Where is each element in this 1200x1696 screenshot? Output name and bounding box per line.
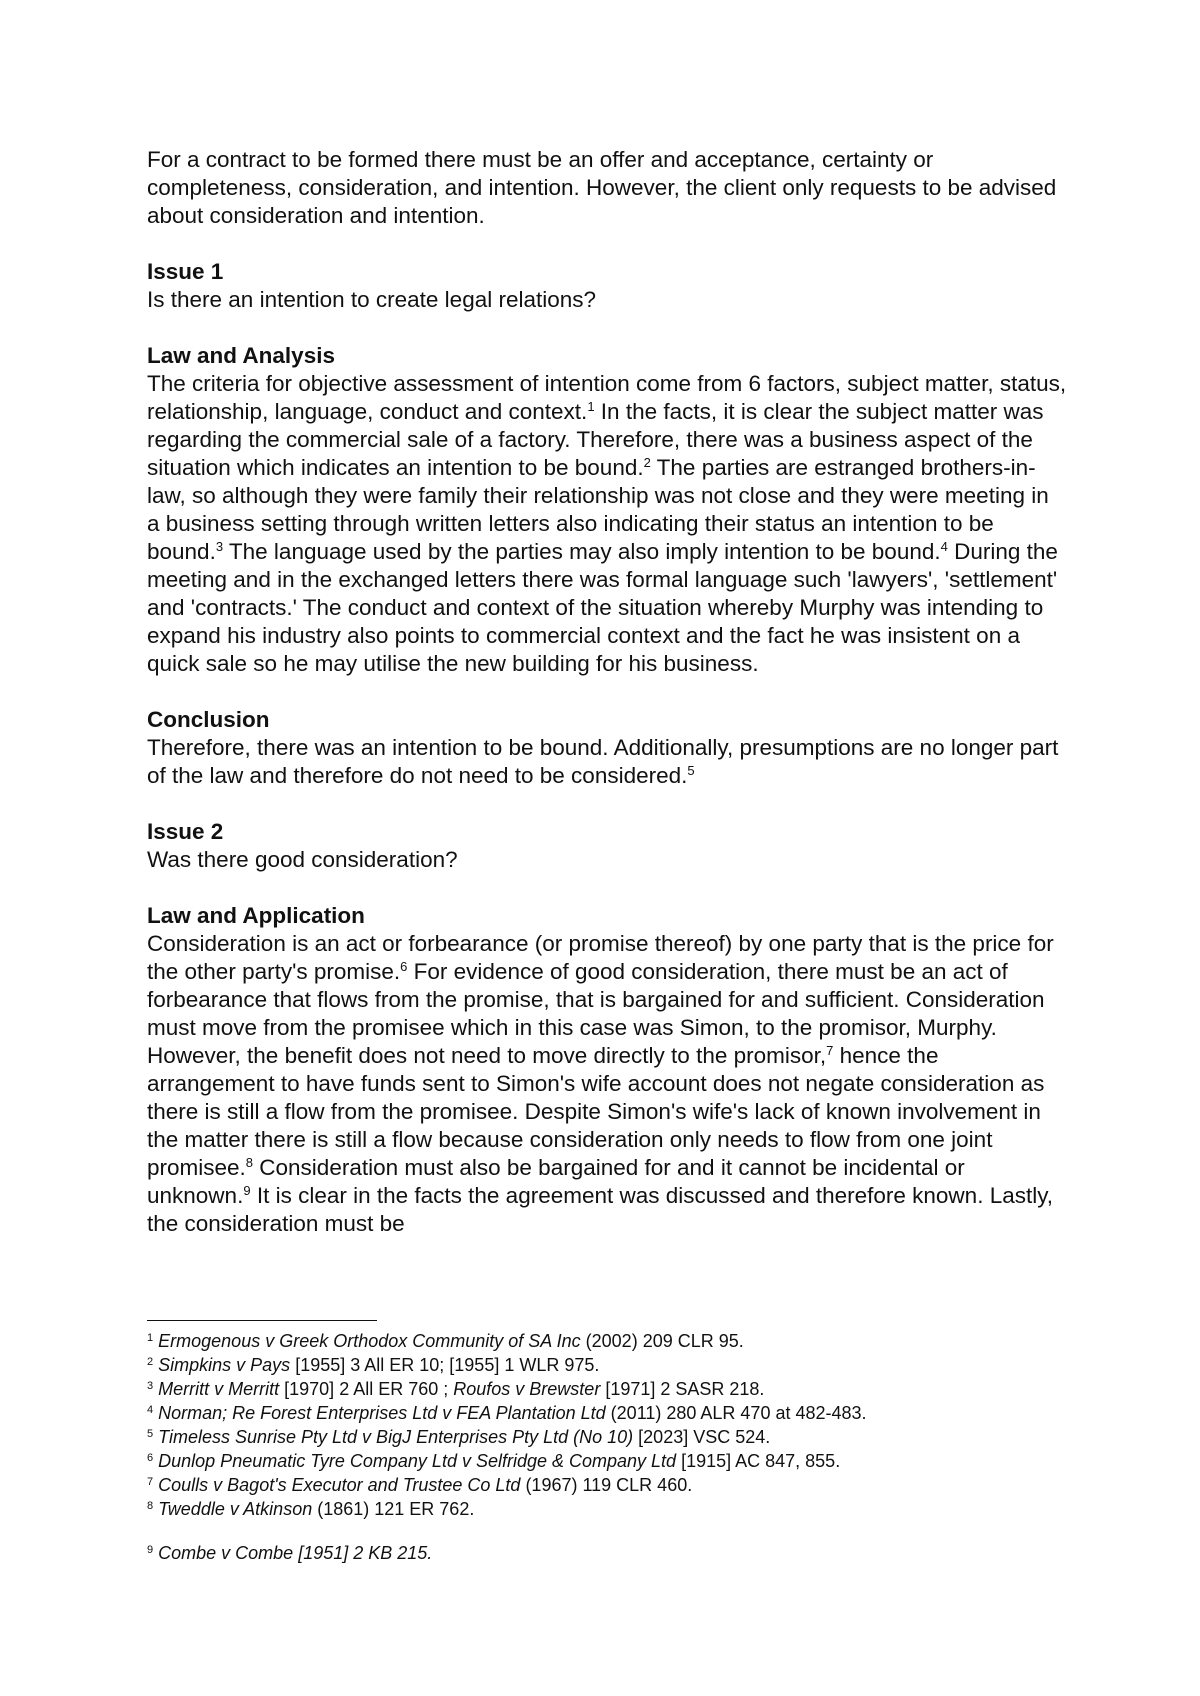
conclusion-paragraph xyxy=(147,734,1067,790)
issue-2-question: Was there good consideration? xyxy=(147,847,458,872)
footnote-ref-2[interactable]: 2 xyxy=(643,455,651,470)
case-name: Tweddle v Atkinson xyxy=(158,1499,313,1519)
footnote-number: 6 xyxy=(147,1452,154,1464)
analysis-sentence-1: The criteria for objective assessment of intention come from 6 factors, subject matter, status, relationship, language, conduct and context. xyxy=(147,371,1067,424)
law-and-application-heading: Law and Application xyxy=(147,903,365,928)
application-sentence-3: hence the arrangement to have funds sent to Simon's wife account does not negate consideration as there is still a flow from the promisee. Despite Simon's wife's lack of known involvement in the matter there is still a flow because consideration only needs to flow from one joint promisee. xyxy=(147,1043,1045,1180)
footnote xyxy=(147,1377,1107,1401)
intro-paragraph: For a contract to be formed there must be an offer and acceptance, certainty or completeness, consideration, and intention. However, the client only requests to be advised about consideration and intention. xyxy=(147,147,1057,228)
application-sentence-2: For evidence of good consideration, there must be an act of forbearance that flows from the promise, that is bargained for and sufficient. Consideration must move from the promisee which in this case was Simon, to the promisor, Murphy. However, the benefit does not need to move directly to the promisor, xyxy=(147,959,1045,1068)
issue-2-heading: Issue 2 xyxy=(147,819,224,844)
citation: (1967) 119 CLR 460. xyxy=(520,1475,693,1495)
citation: (1861) 121 ER 762. xyxy=(312,1499,475,1519)
footnote xyxy=(147,1541,1107,1565)
footnote-ref-1[interactable]: 1 xyxy=(587,399,595,414)
footnote-number: 3 xyxy=(147,1380,154,1392)
case-name: Simpkins v Pays xyxy=(158,1355,291,1375)
issue-1-heading: Issue 1 xyxy=(147,259,224,284)
footnote-number: 8 xyxy=(147,1500,154,1512)
citation: [2023] VSC 524. xyxy=(633,1427,771,1447)
analysis-sentence-4: The language used by the parties may also imply intention to be bound. xyxy=(223,539,941,564)
citation: (2002) 209 CLR 95. xyxy=(580,1331,744,1351)
footnote-separator xyxy=(147,1320,377,1321)
footnote-ref-6[interactable]: 6 xyxy=(400,959,408,974)
law-and-analysis-paragraph xyxy=(147,370,1067,678)
footnote-number: 9 xyxy=(147,1544,154,1556)
footnote-number: 4 xyxy=(147,1404,154,1416)
citation: [1970] 2 All ER 760 ; xyxy=(279,1379,454,1399)
case-name: Merritt v Merritt xyxy=(158,1379,280,1399)
analysis-sentence-3: The parties are estranged brothers-in-law, so although they were family their relationship was not close and they were meeting in a business setting through written letters also indicating their status an intention to be bound. xyxy=(147,455,1049,564)
footnote-number: 5 xyxy=(147,1428,154,1440)
application-sentence-5: It is clear in the facts the agreement was discussed and therefore known. Lastly, the consideration must be xyxy=(147,1183,1054,1236)
footnote-number: 7 xyxy=(147,1476,154,1488)
footnote-ref-4[interactable]: 4 xyxy=(940,539,948,554)
case-name: Combe v Combe [1951] 2 KB 215. xyxy=(158,1543,433,1563)
footnote xyxy=(147,1497,1107,1521)
footnote-ref-8[interactable]: 8 xyxy=(245,1155,254,1170)
case-name: Timeless Sunrise Pty Ltd v BigJ Enterprises Pty Ltd (No 10) xyxy=(158,1427,634,1447)
footnote xyxy=(147,1353,1107,1377)
conclusion-heading: Conclusion xyxy=(147,707,270,732)
case-name: Coulls v Bagot's Executor and Trustee Co Ltd xyxy=(158,1475,521,1495)
footnote-ref-3[interactable]: 3 xyxy=(215,539,224,554)
case-name: Ermogenous v Greek Orthodox Community of SA Inc xyxy=(158,1331,581,1351)
citation: (2011) 280 ALR 470 at 482-483. xyxy=(605,1403,867,1423)
footnote-number: 2 xyxy=(147,1356,154,1368)
case-name: Norman; Re Forest Enterprises Ltd v FEA Plantation Ltd xyxy=(158,1403,606,1423)
footnotes xyxy=(147,1329,1107,1565)
footnote xyxy=(147,1449,1107,1473)
analysis-sentence-5: During the meeting and in the exchanged letters there was formal language such 'lawyers', 'settlement' and 'contracts.' The conduct and context of the situation whereby Murphy was intending to expand his industry also points to commercial context and the fact he was insistent on a quick sale so he may utilise the new building for his business. xyxy=(147,539,1058,676)
application-sentence-4: Consideration must also be bargained for and it cannot be incidental or unknown. xyxy=(147,1155,965,1208)
footnote-ref-7[interactable]: 7 xyxy=(826,1043,834,1058)
law-and-application-paragraph xyxy=(147,930,1067,1238)
footnote xyxy=(147,1425,1107,1449)
case-name: Roufos v Brewster xyxy=(453,1379,601,1399)
law-and-analysis-heading: Law and Analysis xyxy=(147,343,335,368)
document-body xyxy=(147,146,1067,1238)
footnote xyxy=(147,1329,1107,1353)
case-name: Dunlop Pneumatic Tyre Company Ltd v Selfridge & Company Ltd xyxy=(158,1451,677,1471)
footnote xyxy=(147,1401,1107,1425)
citation: [1915] AC 847, 855. xyxy=(676,1451,841,1471)
footnote xyxy=(147,1473,1107,1497)
footnote-number: 1 xyxy=(147,1332,154,1344)
application-sentence-1: Consideration is an act or forbearance (or promise thereof) by one party that is the price for the other party's promise. xyxy=(147,931,1054,984)
analysis-sentence-2: In the facts, it is clear the subject matter was regarding the commercial sale of a factory. Therefore, there was a business aspect of the situation which indicates an intention to be bound. xyxy=(147,399,1044,480)
footnote-ref-5[interactable]: 5 xyxy=(687,763,695,778)
issue-1-question: Is there an intention to create legal relations? xyxy=(147,287,597,312)
citation: [1971] 2 SASR 218. xyxy=(600,1379,765,1399)
conclusion-text: Therefore, there was an intention to be bound. Additionally, presumptions are no longer part of the law and therefore do not need to be considered. xyxy=(147,735,1059,788)
footnote-ref-9[interactable]: 9 xyxy=(243,1183,251,1198)
citation: [1955] 3 All ER 10; [1955] 1 WLR 975. xyxy=(290,1355,600,1375)
